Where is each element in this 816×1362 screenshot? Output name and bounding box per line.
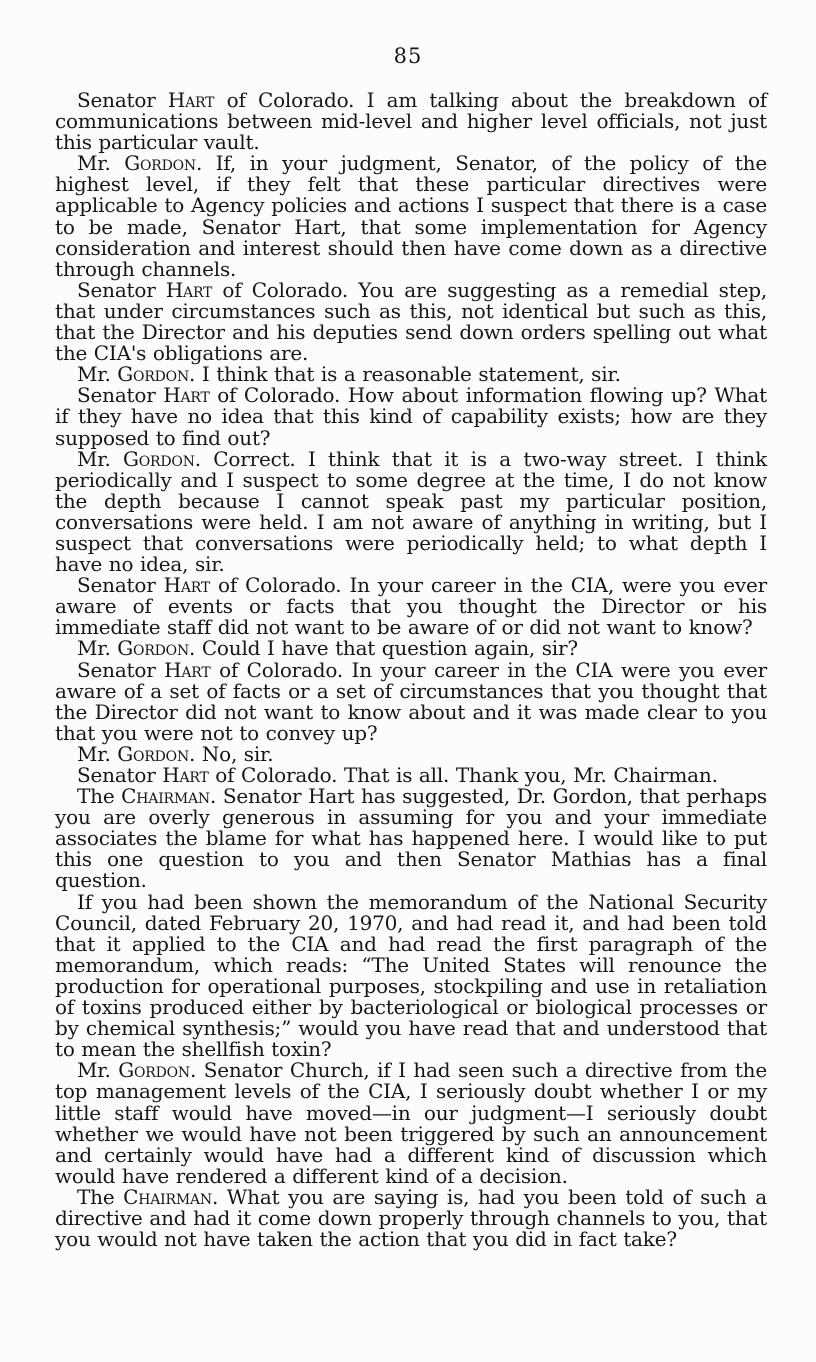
paragraph-text: . No, sir.: [189, 741, 274, 766]
transcript-paragraph: [55, 575, 767, 638]
transcript-paragraph: [55, 446, 767, 577]
speaker-prefix: Mr.: [77, 446, 123, 471]
speaker-prefix: Senator: [77, 657, 165, 682]
paragraph-text: of Colorado. In your career in the CIA, were you ever aware of events or facts that you thought the Director or his immediate staff did not want to be aware of or did not want to know?: [55, 573, 767, 640]
transcript-paragraph: [55, 741, 767, 766]
paragraph-text: . I think that is a reasonable statement, sir.: [189, 362, 621, 387]
speaker-name: Hart: [163, 383, 210, 408]
transcript-paragraph: [55, 364, 767, 385]
speaker-name: Hart: [165, 277, 213, 302]
speaker-prefix: The: [77, 1184, 124, 1209]
transcript-paragraph: [55, 657, 767, 745]
paragraph-text: of Colorado. That is all. Thank you, Mr. Chairman.: [208, 763, 718, 787]
speaker-name: Gordon: [117, 362, 190, 387]
speaker-name: Hart: [163, 573, 211, 598]
speaker-name: Gordon: [118, 1058, 190, 1083]
speaker-prefix: Mr.: [77, 1058, 119, 1083]
paragraph-text: . If, in your judgment, Senator, of the policy of the highest level, if they felt that these particular directives were applicable to Agency policies and actions I suspect that there is a case to be made, Senator Hart, that some implementation for Agency consideration and interest should then have come down as a directive through channels.: [55, 151, 767, 281]
transcript-paragraph: [55, 765, 767, 786]
speaker-prefix: Senator: [77, 383, 164, 408]
speaker-name: Gordon: [124, 151, 196, 176]
speaker-prefix: The: [77, 784, 122, 809]
paragraph-text: . Correct. I think that it is a two-way street. I think periodically and I suspect to some degree at the time, I do not know the depth because I cannot speak past my particular position, conversations were held. I am not aware of anything in writing, but I suspect that conversations were periodically held; to what depth I have no idea, sir.: [55, 446, 767, 577]
transcript-paragraph: [55, 385, 767, 448]
transcript-paragraph: [55, 277, 767, 366]
speaker-name: Gordon: [117, 741, 190, 766]
speaker-name: Chairman: [123, 1184, 212, 1209]
speaker-prefix: Mr.: [77, 151, 125, 176]
speaker-name: Gordon: [117, 636, 190, 661]
speaker-name: Hart: [164, 657, 211, 682]
paragraph-text: If you had been shown the memorandum of the National Security Council, dated February 20, 1970, and had read it, and had been told that it applied to the CIA and had read the first paragraph of the memorandum, which reads: “The United States will renounce the production for operational purposes, stockpiling and use in retaliation of toxins produced either by bacteriological or biological processes or by chemical synthesis;” would you have read that and understood that to mean the shellfish toxin?: [55, 889, 767, 1062]
transcript-paragraph: [55, 786, 767, 891]
paragraph-text: . Senator Church, if I had seen such a directive from the top management levels of the CIA, I seriously doubt whether I or my little staff would have moved—in our judgment—I seriously doubt whether we would have not been triggered by such an announcement and certainly would have had a different kind of discussion which would have rendered a different kind of a decision.: [55, 1058, 768, 1188]
paragraph-text: . What you are saying is, had you been told of such a directive and had it come down properly through channels to you, that you would not have taken the action that you did in fact take?: [55, 1184, 767, 1252]
transcript-body: [55, 90, 767, 1250]
transcript-paragraph: [55, 889, 767, 1062]
speaker-name: Hart: [167, 88, 215, 112]
paragraph-text: of Colorado. In your career in the CIA were you ever aware of a set of facts or a set of circumstances that you thought that the Director did not want to know about and it was made clear to you that you were not to convey up?: [55, 657, 767, 745]
speaker-prefix: Mr.: [77, 741, 118, 766]
speaker-prefix: Senator: [77, 88, 168, 112]
speaker-prefix: Senator: [77, 763, 163, 787]
paragraph-text: of Colorado. I am talking about the breakdown of communications between mid-level and higher level officials, not just this particular vault.: [55, 88, 767, 155]
transcript-paragraph: [55, 1184, 767, 1252]
transcript-paragraph: [55, 638, 767, 659]
page-number: 85: [393, 44, 423, 68]
transcript-paragraph: [55, 1060, 767, 1187]
speaker-prefix: Senator: [77, 277, 166, 302]
paragraph-text: of Colorado. You are suggesting as a remedial step, that under circumstances such as this, not identical but such as this, that the Director and his deputies send down orders spelling out what the CIA's obligations are.: [55, 277, 767, 366]
speaker-prefix: Mr.: [77, 636, 118, 661]
transcript-paragraph: [55, 153, 767, 280]
speaker-prefix: Senator: [77, 573, 164, 598]
speaker-name: Gordon: [123, 446, 195, 471]
paragraph-text: . Could I have that question again, sir?: [189, 636, 578, 661]
paragraph-text: . Senator Hart has suggested, Dr. Gordon, that perhaps you are overly generous in assuming for you and your immediate associates the blame for what has happened here. I would like to put this one question to you and then Senator Mathias has a final question.: [55, 784, 767, 893]
transcript-paragraph: [55, 90, 767, 153]
speaker-prefix: Mr.: [77, 362, 118, 387]
speaker-name: Chairman: [121, 784, 210, 809]
speaker-name: Hart: [162, 763, 209, 787]
paragraph-text: of Colorado. How about information flowing up? What if they have no idea that this kind of capability exists; how are they supposed to find out?: [55, 383, 767, 450]
